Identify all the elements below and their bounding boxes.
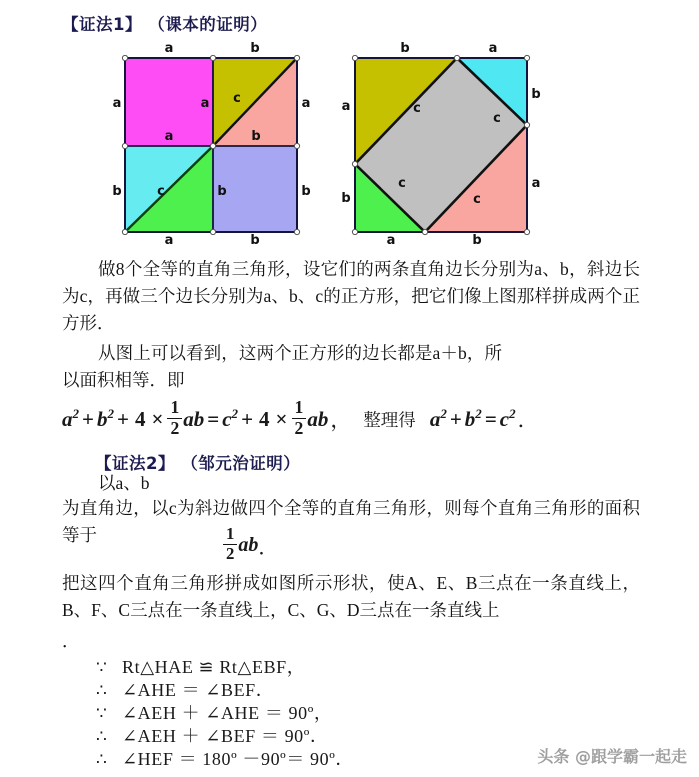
svg-text:b: b [250,233,260,245]
paragraph-proof1-areas: 从图上可以看到，这两个正方形的边长都是a＋b，所以面积相等．即 [62,343,502,390]
eq-fraction-half-1: $\frac{1}{2}$ [167,399,182,437]
eq-result-b: $b^2$ [464,406,482,432]
eq-result-plus: + [449,406,462,431]
eq-period: ． [517,408,539,433]
watermark-text: 头条 @跟学霸一起走 [537,747,687,766]
paragraph-proof2-intro: 以a、b [98,473,150,493]
proof-statement-line [96,745,354,768]
svg-text:b: b [341,191,351,206]
svg-text:b: b [400,41,410,56]
eq-result-equals: = [484,406,497,431]
svg-text:a: a [112,96,122,111]
svg-text:c: c [157,184,165,199]
svg-text:a: a [488,41,498,56]
because-symbol: ∵ [96,704,108,723]
inline-fraction-half: $\frac{1}{2}$ [223,526,237,563]
therefore-symbol: ∴ [96,681,108,700]
equation-triangle-area [222,524,279,564]
eq-equals: = [207,406,220,431]
svg-text:b: b [112,184,122,199]
svg-text:a: a [341,99,351,114]
eq-term-a: $a^2$ [62,406,80,432]
proof2-heading: 【证法2】 （邹元治证明） [95,454,301,473]
svg-text:c: c [493,111,501,126]
svg-text:a: a [164,233,174,245]
svg-text:b: b [472,233,482,245]
eq-times-2: × [275,406,288,431]
proof-statement-line [96,676,354,699]
eq-comma: ， [330,408,352,433]
because-symbol: ∵ [96,658,108,677]
svg-text:b: b [301,184,311,199]
svg-text:c: c [398,176,406,191]
eq-connector-text: 整理得 [363,409,416,430]
proof-statement-text: ∠HEF ＝ 180º －90º＝ 90º． [122,749,355,769]
svg-text:b: b [250,41,260,56]
proof-statement-text: ∠AEH ＋ ∠AHE ＝ 90º， [122,703,333,723]
eq-fraction-half-2: $\frac{1}{2}$ [292,399,307,437]
svg-text:a: a [200,96,210,111]
svg-text:a: a [301,96,311,111]
eq-ab-1: ab [183,406,205,431]
paragraph-proof2-arrangement: 把这四个直角三角形拼成如图所示形状，使A、E、B三点在一条直线上，B、F、C三点在一条直线上，C、G、D三点在一条直线上 [62,573,640,620]
therefore-symbol: ∴ [96,750,108,769]
proof-statement-line [96,653,354,676]
equation-main [62,397,547,438]
paragraph-proof2-triangles: 为直角边，以c为斜边做四个全等的直角三角形，则每个直角三角形的面积等于 [62,498,640,545]
svg-text:a: a [531,176,541,191]
paragraph-proof1-setup: 做8个全等的直角三角形，设它们的两条直角边长分别为a、b，斜边长为c，再做三个边长分别为a、b、c的正方形，把它们像上图那样拼成两个正方形． [62,259,640,333]
eq-term-b: $b^2$ [96,406,114,432]
proof-statement-list [96,653,354,768]
svg-text:c: c [473,192,481,207]
eq-four-1: 4 [134,406,146,431]
eq-term-c: $c^2$ [222,406,239,432]
svg-text:b: b [251,129,261,144]
svg-text:a: a [164,41,174,56]
svg-text:a: a [386,233,396,245]
svg-text:a: a [164,129,174,144]
svg-text:b: b [531,87,541,102]
proof1-heading: 【证法1】 （课本的证明） [62,15,268,34]
eq-plus-3: + [241,406,254,431]
svg-text:b: b [217,184,227,199]
figures-row [0,40,699,250]
eq-result-a: $a^2$ [429,406,447,432]
eq-times-1: × [151,406,164,431]
svg-text:c: c [413,101,421,116]
figure-right-square [337,40,547,245]
eq-four-2: 4 [259,406,270,431]
svg-text:c: c [233,91,241,106]
eq-plus-1: + [82,406,94,431]
figure-left-square [110,40,320,245]
therefore-symbol: ∴ [96,727,108,746]
inline-ab: ab [238,533,259,556]
proof-statement-text: ∠AEH ＋ ∠BEF ＝ 90º． [122,726,329,746]
eq-ab-2: ab [307,406,329,431]
eq-result-c: $c^2$ [499,406,516,432]
proof-statement-line [96,722,354,745]
proof-statement-line [96,699,354,722]
paragraph-trailing-period: ． [62,631,80,651]
proof-statement-text: ∠AHE ＝ ∠BEF． [122,680,275,700]
inline-period: ． [258,536,279,559]
eq-plus-2: + [117,406,129,431]
proof-statement-text: Rt△HAE ≌ Rt△EBF， [122,657,306,677]
